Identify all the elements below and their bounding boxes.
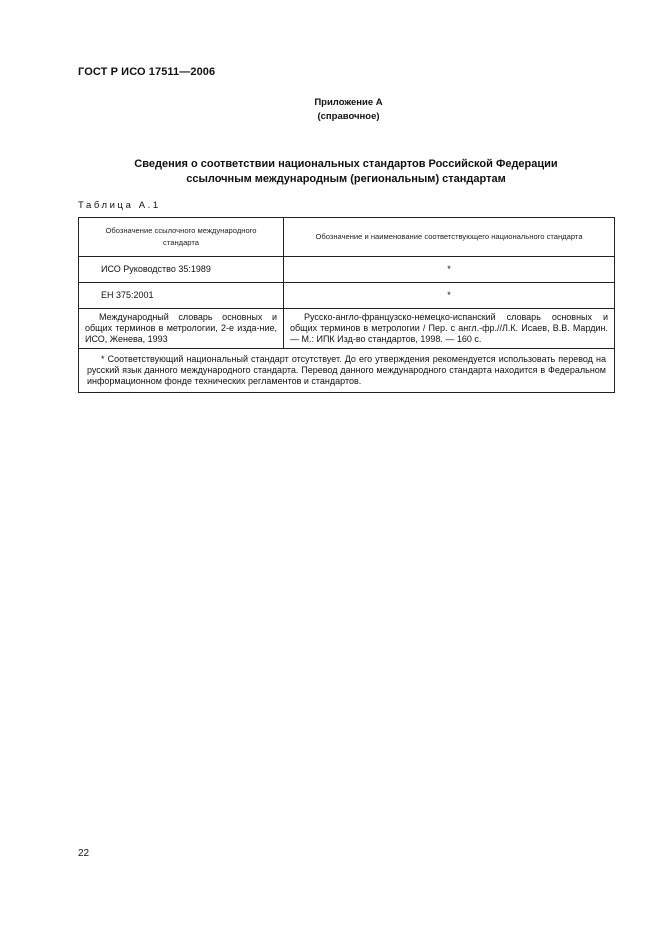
standards-correspondence-table — [78, 217, 615, 393]
international-standard-cell: ИСО Руководство 35:1989 — [79, 257, 284, 283]
section-title — [78, 157, 614, 187]
appendix-label: Приложение А — [314, 97, 383, 108]
table-row — [79, 309, 615, 349]
table-header-row — [79, 218, 615, 257]
table-note-row — [79, 349, 615, 393]
document-header-code: ГОСТ Р ИСО 17511—2006 — [78, 66, 216, 78]
appendix-title — [0, 96, 661, 124]
table-row — [79, 257, 615, 283]
table-caption: Таблица А.1 — [78, 200, 161, 211]
column-header-national: Обозначение и наименование соответствующего национального стандарта — [284, 218, 615, 257]
section-title-line-2: ссылочным международным (региональным) стандартам — [186, 173, 506, 185]
national-standard-cell: Русско-англо-французско-немецко-испанский словарь основных и общих терминов в метрологии / Пер. с англ.-фр.//Л.К. Исаев, В.В. Мардин. — М.: ИПК Изд-во стандартов, 1998. — 160 с. — [284, 309, 615, 349]
international-standard-cell: Международный словарь основных и общих терминов в метрологии, 2-е изда-ние, ИСО, Женева, 1993 — [79, 309, 284, 349]
table-footnote: * Соответствующий национальный стандарт отсутствует. До его утверждения рекомендуется использовать перевод на русский язык данного международного стандарта. Перевод данного международного стандарта находится в Федеральном информационном фонде технических регламентов и стандартов. — [79, 349, 615, 393]
column-header-international: Обозначение ссылочного международного стандарта — [79, 218, 284, 257]
appendix-type: (справочное) — [317, 111, 380, 122]
national-standard-cell: * — [284, 283, 615, 309]
section-title-line-1: Сведения о соответствии национальных стандартов Российской Федерации — [134, 158, 558, 170]
national-standard-cell: * — [284, 257, 615, 283]
international-standard-cell: ЕН 375:2001 — [79, 283, 284, 309]
page-number: 22 — [78, 848, 90, 859]
table-row — [79, 283, 615, 309]
